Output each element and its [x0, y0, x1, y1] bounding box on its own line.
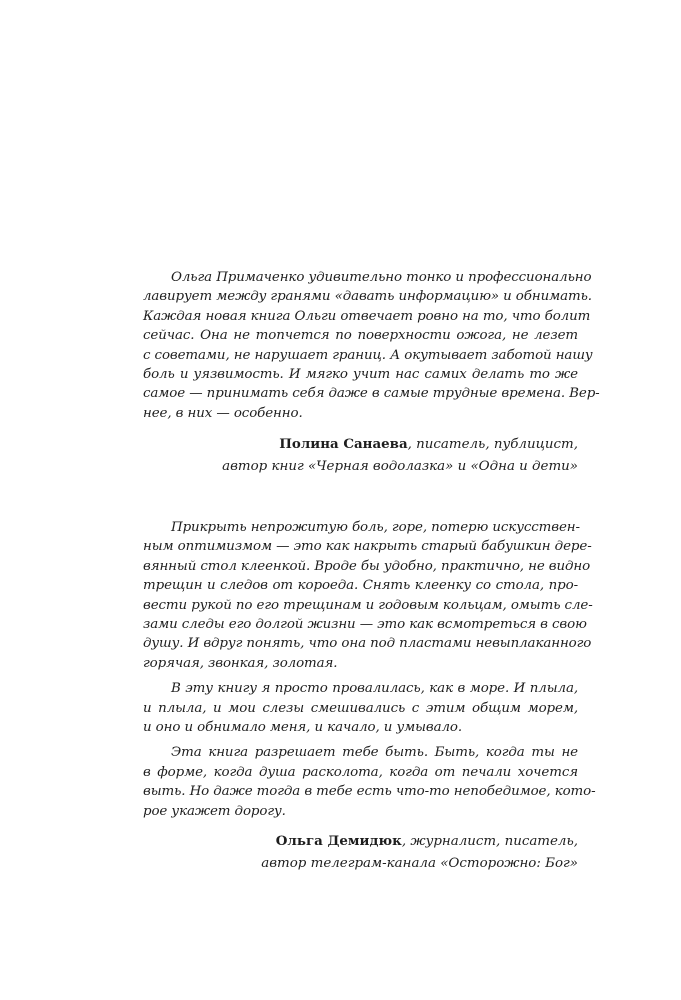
text-line: вянный стол клеенкой. Вроде бы удобно, практично, не видно [143, 558, 591, 574]
text-line: нее, в них — особенно. [143, 405, 303, 421]
text-line: душу. И вдруг понять, что она под пластами невыплаканного [143, 636, 592, 652]
text-line: ным оптимизмом — это как накрыть старый бабушкин дере- [143, 539, 592, 555]
text-line: Эта книга разрешает тебе быть. Быть, когда ты не [171, 745, 578, 761]
review-1 [143, 268, 600, 478]
text-line: самое — принимать себя даже в самые трудные времена. Вер- [143, 386, 600, 402]
review-2-attribution [143, 830, 578, 875]
review-1-author-books: автор книг «Черная водолазка» и «Одна и дети» [222, 459, 578, 475]
review-2-text [143, 518, 596, 821]
text-line: трещин и следов от короеда. Снять клеенку со стола, про- [143, 578, 578, 594]
review-2-author: Ольга Демидюк [275, 833, 402, 850]
text-line: сейчас. Она не топчется по поверхности ожога, не лезет [143, 328, 578, 344]
review-2 [143, 518, 596, 875]
review-1-author: Полина Санаева [279, 436, 408, 453]
paragraph [143, 268, 600, 423]
text-line: с советами, не нарушает границ. А окутывает заботой нашу [143, 347, 593, 363]
text-line: рое укажет дорогу. [143, 803, 286, 819]
text-line: выть. Но даже тогда в тебе есть что-то непобедимое, кото- [143, 784, 596, 800]
review-1-attribution [143, 433, 578, 478]
paragraph [143, 743, 596, 821]
text-line: горячая, звонкая, золотая. [143, 655, 338, 671]
text-line: в форме, когда душа расколота, когда от печали хочется [143, 764, 578, 780]
text-line: Прикрыть непрожитую боль, горе, потерю искусствен- [171, 520, 580, 535]
review-2-author-role: , журналист, писатель, [401, 834, 578, 850]
text-line: Ольга Примаченко удивительно тонко и профессионально [171, 270, 592, 285]
review-1-author-role: , писатель, публицист, [407, 437, 578, 453]
text-line: В эту книгу я просто провалилась, как в море. И плыла, [171, 681, 578, 697]
text-line: и плыла, и мои слезы смешивались с этим общим морем, [143, 700, 578, 716]
text-line: Каждая новая книга Ольги отвечает ровно на то, что болит [143, 308, 591, 324]
text-line: лавирует между гранями «давать информацию» и обнимать. [143, 289, 592, 305]
text-line: вести рукой по его трещинам и годовым кольцам, омыть сле- [143, 597, 593, 613]
paragraph [143, 679, 578, 737]
review-1-text [143, 268, 600, 423]
paragraph [143, 518, 593, 673]
review-2-author-books: автор телеграм-канала «Осторожно: Бог» [261, 856, 578, 872]
text-line: зами следы его долгой жизни — это как всмотреться в свою [143, 617, 587, 633]
text-line: и оно и обнимало меня, и качало, и умывало. [143, 720, 463, 736]
text-line: боль и уязвимость. И мягко учит нас самих делать то же [143, 367, 578, 383]
